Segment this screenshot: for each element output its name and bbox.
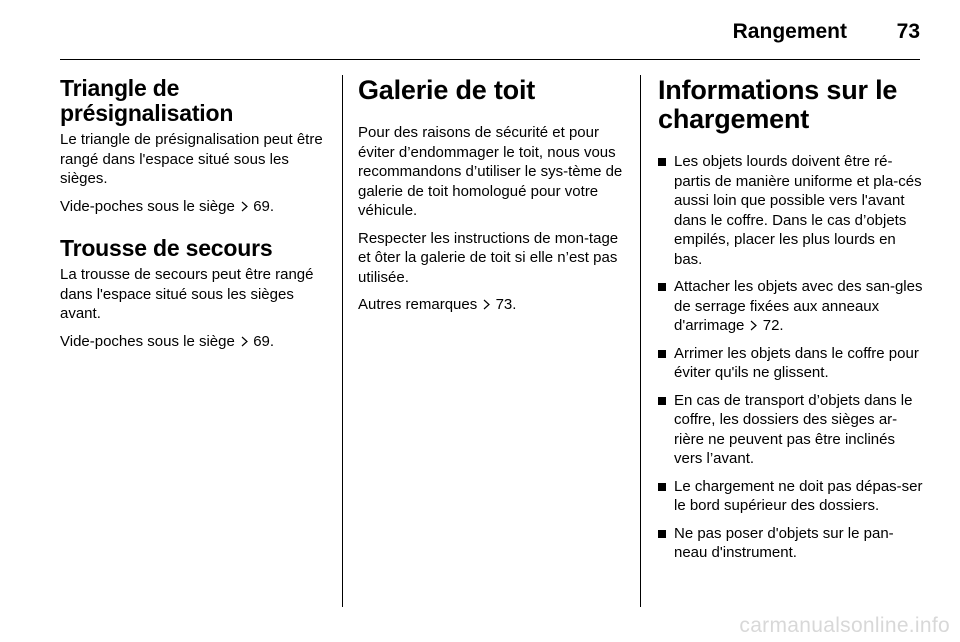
page-header bbox=[0, 0, 960, 60]
first-aid-reference bbox=[60, 332, 328, 352]
column-middle bbox=[358, 76, 624, 315]
list-item bbox=[658, 277, 924, 336]
list-item bbox=[658, 524, 924, 563]
section-title-loading-info-line2: chargement bbox=[658, 104, 810, 134]
page-reference-icon bbox=[239, 332, 249, 352]
triangle-paragraph: Le triangle de présignalisation peut être rangé dans l'espace situé sous les sièges. bbox=[60, 131, 323, 187]
roof-rack-paragraph-1: Pour des raisons de sécurité et pour éviter d’endommager le toit, nous vous recommandons d’utiliser le sys-tème de galerie de toit homologué pour votre véhicule. bbox=[358, 124, 623, 219]
roof-rack-paragraph-2: Respecter les instructions de mon-tage et ôter la galerie de toit si elle n’est pas utilisée. bbox=[358, 229, 619, 286]
triangle-reference bbox=[60, 197, 328, 217]
bullet-text: Le chargement ne doit pas dépas-ser le bord supérieur des dossiers. bbox=[674, 477, 923, 514]
watermark: carmanualsonline.info bbox=[739, 614, 950, 637]
section-title-triangle-line2: présignalisation bbox=[60, 100, 234, 126]
list-item bbox=[658, 391, 924, 469]
square-bullet-icon bbox=[658, 158, 666, 166]
section-title-loading-info-line1: Informations sur le bbox=[658, 75, 898, 105]
column-divider-1 bbox=[342, 75, 343, 607]
list-item bbox=[658, 344, 924, 383]
square-bullet-icon bbox=[658, 350, 666, 358]
column-left bbox=[60, 76, 328, 351]
header-rule bbox=[60, 59, 920, 60]
roof-rack-reference bbox=[358, 295, 624, 315]
bullet-text: Ne pas poser d'objets sur le pan-neau d'instrument. bbox=[674, 524, 894, 561]
square-bullet-icon bbox=[658, 397, 666, 405]
list-item bbox=[658, 152, 924, 269]
section-title-triangle bbox=[60, 76, 328, 126]
first-aid-reference-text: Vide-poches sous le siège bbox=[60, 332, 235, 350]
loading-bullet-list bbox=[658, 152, 924, 563]
column-right bbox=[658, 76, 924, 571]
list-item bbox=[658, 477, 924, 516]
square-bullet-icon bbox=[658, 283, 666, 291]
square-bullet-icon bbox=[658, 483, 666, 491]
header-title: Rangement bbox=[732, 20, 847, 43]
first-aid-paragraph: La trousse de secours peut être rangé dans l'espace situé sous les sièges avant. bbox=[60, 266, 314, 322]
section-title-first-aid: Trousse de secours bbox=[60, 235, 273, 261]
page-reference-icon bbox=[239, 197, 249, 217]
bullet-text: Arrimer les objets dans le coffre pour éviter qu'ils ne glissent. bbox=[674, 344, 919, 381]
section-title-triangle-line1: Triangle de bbox=[60, 75, 180, 101]
section-title-loading-info bbox=[658, 76, 924, 134]
page-reference-icon bbox=[749, 316, 759, 336]
bullet-text: Attacher les objets avec des san-gles de serrage fixées aux anneaux d'arrimage bbox=[674, 278, 923, 334]
triangle-reference-page[interactable]: 69. bbox=[253, 197, 275, 215]
section-title-roof-rack: Galerie de toit bbox=[358, 75, 536, 105]
bullet-text: Les objets lourds doivent être ré-partis de manière uniforme et pla-cés aussi loin que possible vers l'avant dans le coffre. Dans le cas d’objets empilés, placer les plus lourds en bas. bbox=[674, 153, 922, 268]
first-aid-reference-page[interactable]: 69. bbox=[253, 332, 275, 350]
tie-down-reference-page[interactable]: 72. bbox=[762, 317, 784, 334]
bullet-text: En cas de transport d’objets dans le coffre, les dossiers des sièges ar-rière ne peuvent pas être inclinés vers l’avant. bbox=[674, 391, 913, 467]
column-divider-2 bbox=[640, 75, 641, 607]
roof-rack-reference-page[interactable]: 73. bbox=[495, 296, 517, 313]
page-number: 73 bbox=[896, 20, 920, 43]
page-reference-icon bbox=[481, 295, 491, 315]
triangle-reference-text: Vide-poches sous le siège bbox=[60, 197, 235, 215]
square-bullet-icon bbox=[658, 530, 666, 538]
roof-rack-reference-text: Autres remarques bbox=[358, 296, 478, 313]
